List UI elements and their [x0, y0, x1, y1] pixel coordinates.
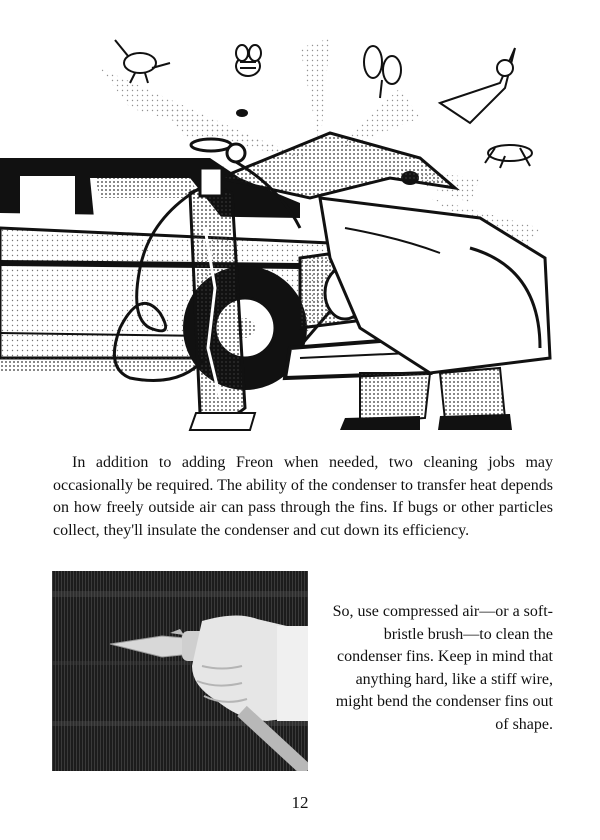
car-condenser-illustration [0, 28, 600, 433]
grasshopper-icon [485, 145, 532, 168]
page-number: 12 [291, 793, 309, 812]
side-paragraph: So, use compressed air—or a soft-bristle brush—to clean the condenser fins. Keep in mind that anything hard, like a stiff wire, might bend the condenser fins out of shape. [332, 603, 553, 733]
bird-right-icon [440, 48, 515, 123]
moth-icon [364, 46, 401, 98]
bee-icon [236, 45, 261, 76]
compressed-air-photo [52, 571, 308, 771]
fly-small-icon [236, 109, 248, 117]
bird-left-icon [115, 40, 170, 83]
body-paragraph: In addition to adding Freon when needed, two cleaning jobs may occasionally be required. The ability of the condenser to transfer heat depends on how freely outside air can pass through the fins. If bugs or other particles collect, they'll insulate the condenser and cut down its efficiency. [53, 454, 553, 539]
